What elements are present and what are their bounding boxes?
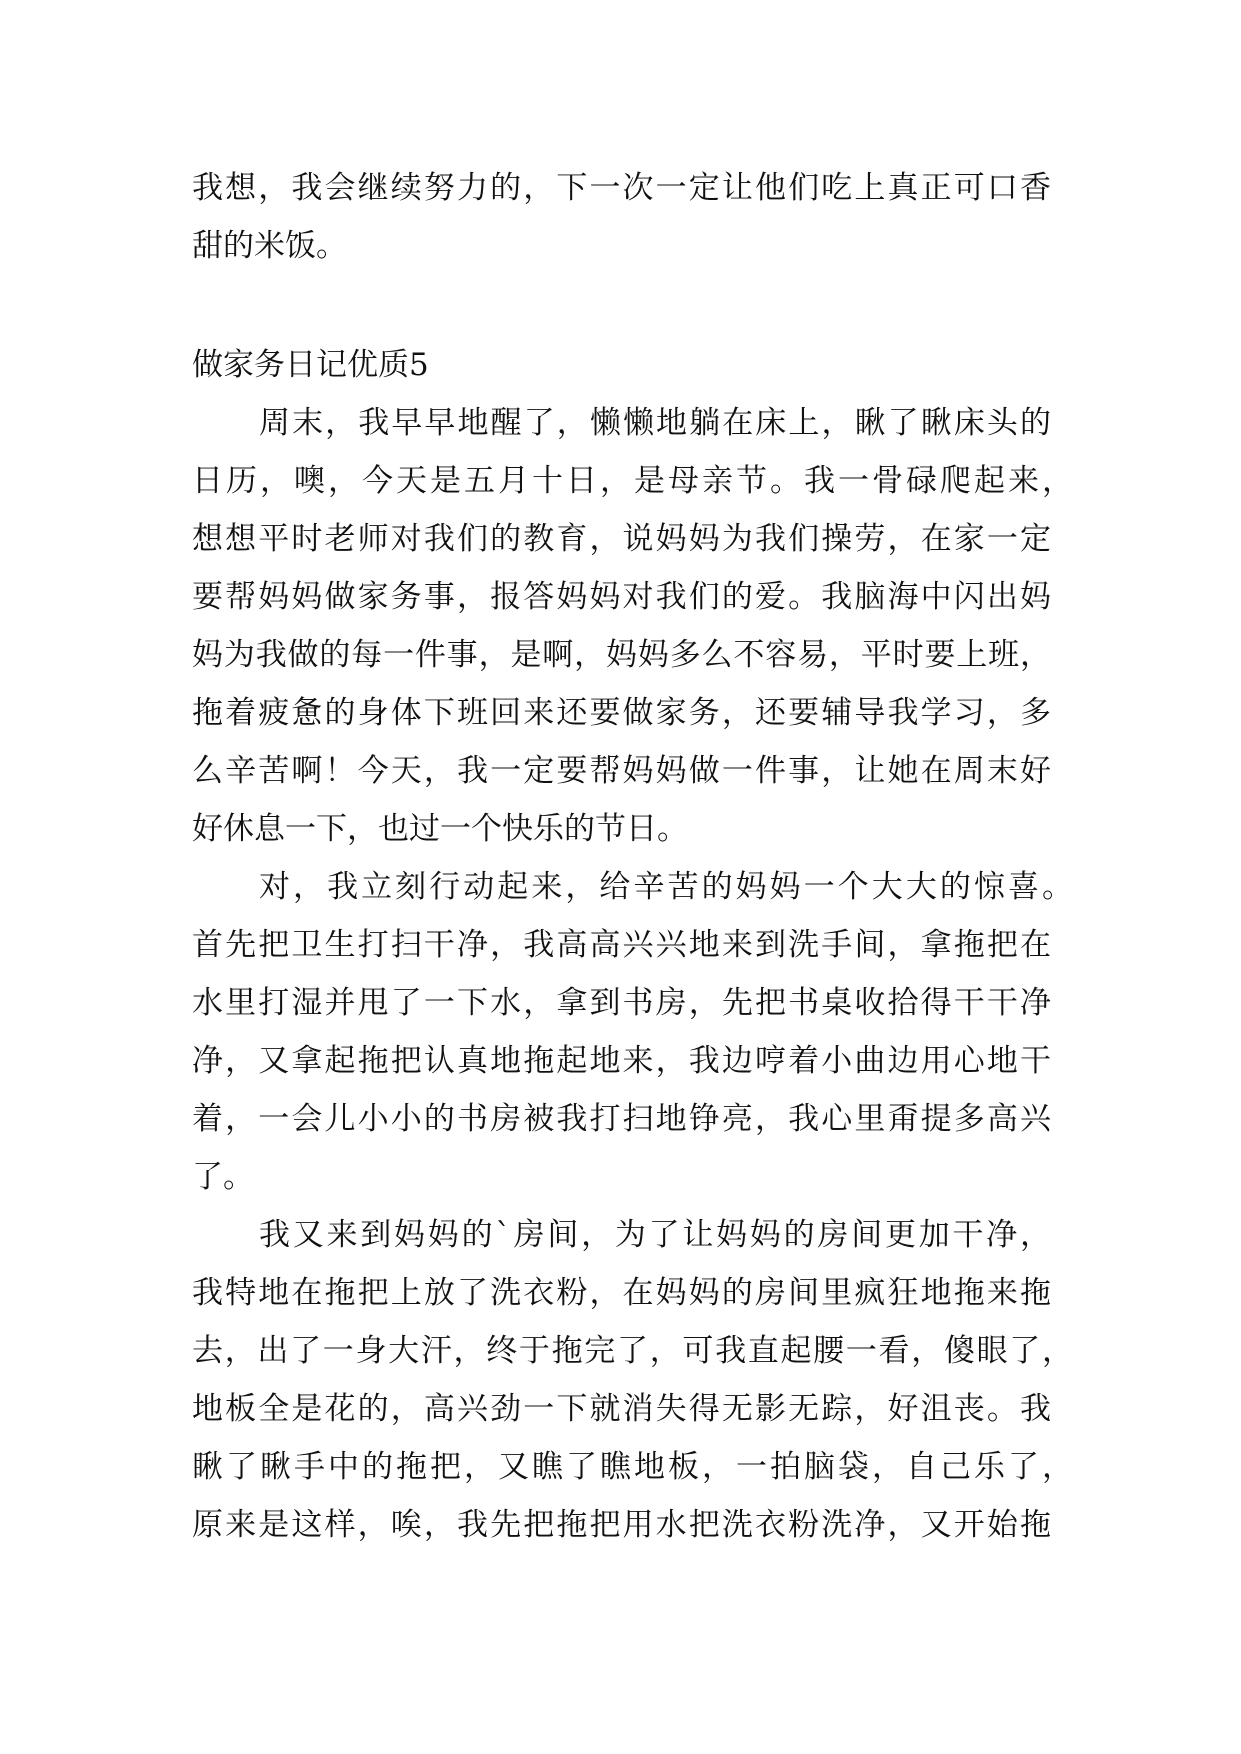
text-line: 首先把卫生打扫干净，我高高兴兴地来到洗手间，拿拖把在	[192, 927, 1051, 963]
text-line: 周末，我早早地醒了，懒懒地躺在床上，瞅了瞅床头的	[259, 405, 1051, 441]
text-line: 日历，噢，今天是五月十日，是母亲节。我一骨碌爬起来，	[192, 463, 1073, 499]
text-line: 对，我立刻行动起来，给辛苦的妈妈一个大大的惊喜。	[259, 869, 1073, 905]
text-line: 瞅了瞅手中的拖把，又瞧了瞧地板，一拍脑袋，自己乐了，	[192, 1449, 1073, 1485]
paragraph-1	[192, 394, 1073, 858]
text-line: 甜的米饭。	[192, 228, 347, 264]
text-line: 原来是这样，唉，我先把拖把用水把洗衣粉洗净，又开始拖	[192, 1507, 1051, 1543]
text-line: 水里打湿并甩了一下水，拿到书房，先把书桌收拾得干干净	[192, 985, 1051, 1021]
text-line: 要帮妈妈做家务事，报答妈妈对我们的爱。我脑海中闪出妈	[192, 579, 1051, 615]
text-line: 地板全是花的，高兴劲一下就消失得无影无踪，好沮丧。我	[192, 1391, 1051, 1427]
text-line: 想想平时老师对我们的教育，说妈妈为我们操劳，在家一定	[192, 521, 1051, 557]
document-body	[192, 159, 1073, 1554]
text-line: 么辛苦啊！今天，我一定要帮妈妈做一件事，让她在周末好	[192, 753, 1051, 789]
text-line: 着，一会儿小小的书房被我打扫地铮亮，我心里甭提多高兴	[192, 1101, 1051, 1137]
text-line: 了。	[192, 1159, 254, 1195]
text-line: 净，又拿起拖把认真地拖起地来，我边哼着小曲边用心地干	[192, 1043, 1051, 1079]
text-line: 我想，我会继续努力的，下一次一定让他们吃上真正可口香	[192, 170, 1051, 206]
paragraph-3	[192, 1206, 1073, 1554]
text-line: 我特地在拖把上放了洗衣粉，在妈妈的房间里疯狂地拖来拖	[192, 1275, 1051, 1311]
text-line: 去，出了一身大汗，终于拖完了，可我直起腰一看，傻眼了，	[192, 1333, 1073, 1369]
section-title: 做家务日记优质5	[192, 347, 429, 383]
text-line: 我又来到妈妈的`房间，为了让妈妈的房间更加干净，	[259, 1217, 1051, 1253]
text-line: 妈为我做的每一件事，是啊，妈妈多么不容易，平时要上班，	[192, 637, 1051, 673]
text-line: 好休息一下，也过一个快乐的节日。	[192, 811, 688, 847]
continued-paragraph	[192, 159, 1051, 275]
text-line: 拖着疲惫的身体下班回来还要做家务，还要辅导我学习，多	[192, 695, 1051, 731]
paragraph-2	[192, 858, 1073, 1206]
